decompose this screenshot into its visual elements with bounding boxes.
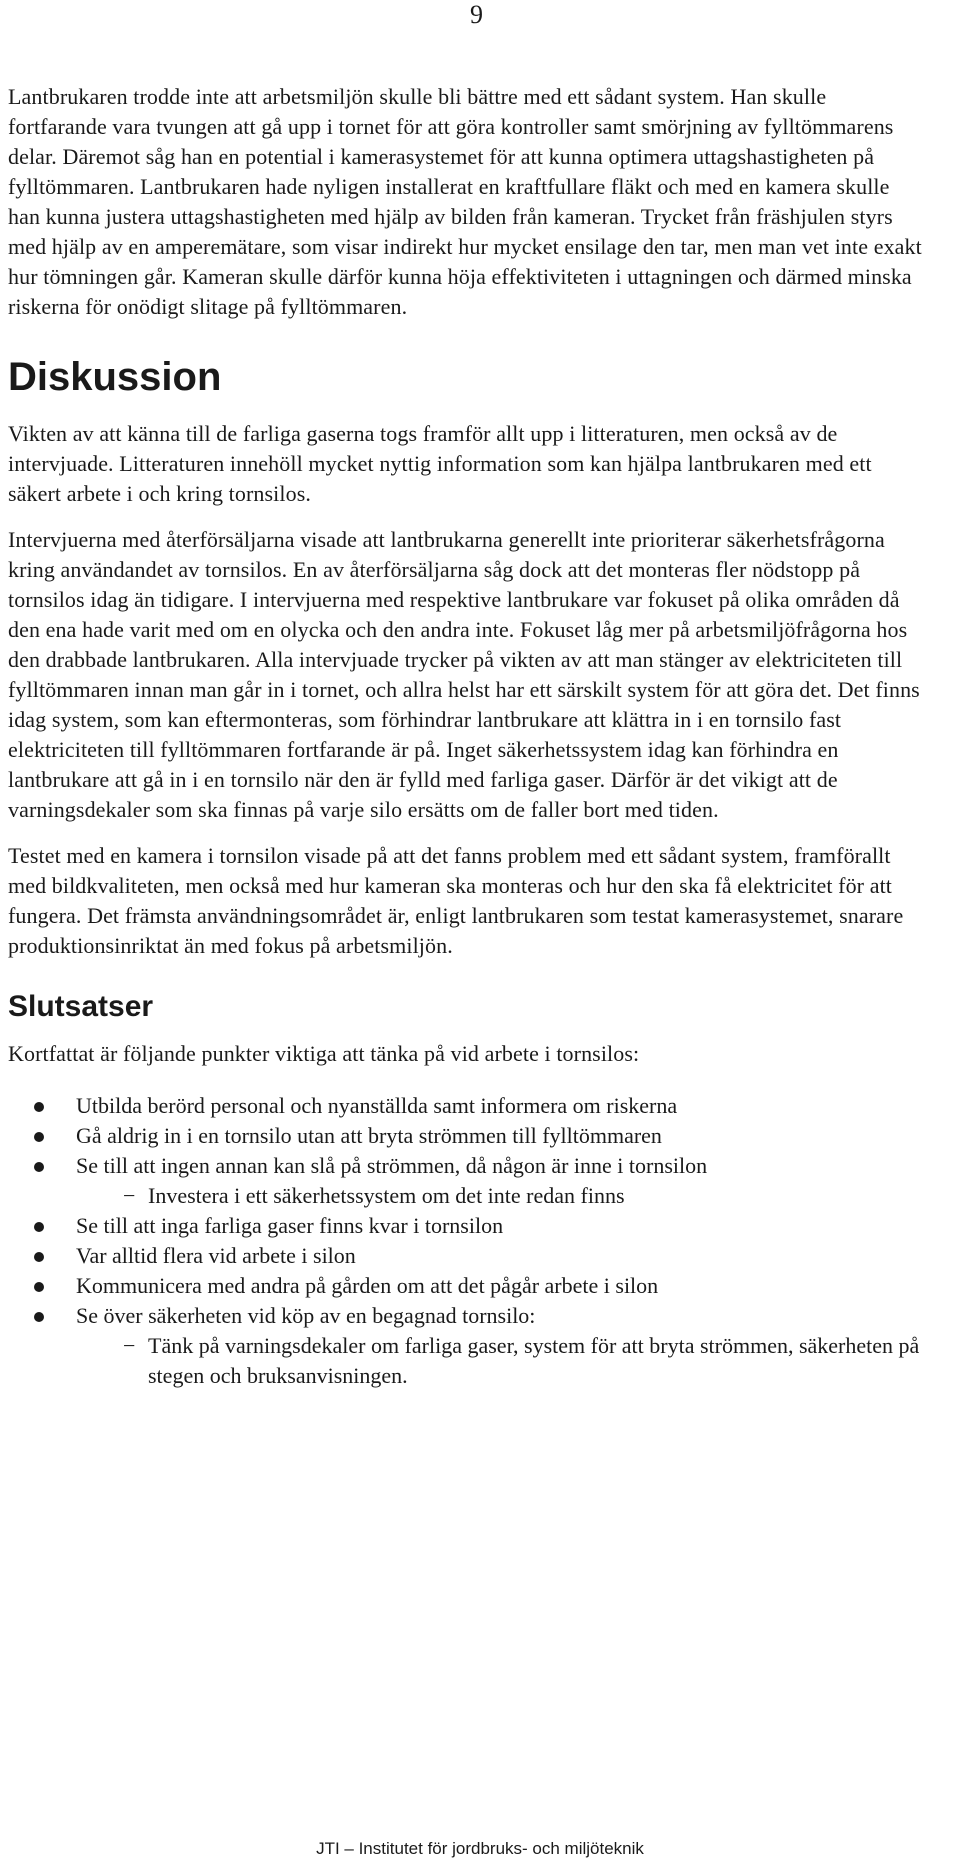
intro-paragraph: Lantbrukaren trodde inte att arbetsmiljön skulle bli bättre med ett sådant system. Han skulle fortfarande vara tvungen att gå upp i tornet för att göra kontroller samt smörjning av fylltömmarens delar. Däremot såg han en potential i kamerasystemet för att kunna optimera uttagshastigheten på fylltömmaren. Lantbrukaren hade nyligen installerat en kraftfullare fläkt och med en kamera skulle han kunna justera uttagshastigheten med hjälp av bilden från kameran. Trycket från fräshjulen styrs med hjälp av en amperemätare, som visar indirekt hur mycket ensilage den tar, men man vet inte exakt hur tömningen går. Kameran skulle därför kunna höja effektiviteten i uttagningen och därmed minska riskerna för onödigt slitage på fylltömmaren. bbox=[8, 84, 922, 319]
list-item-text: Kommunicera med andra på gården om att det pågår arbete i silon bbox=[76, 1273, 659, 1298]
conclusion-list bbox=[8, 1091, 926, 1391]
list-item bbox=[8, 1271, 926, 1301]
sub-list bbox=[76, 1331, 926, 1391]
sub-list-item-text: Investera i ett säkerhetssystem om det inte redan finns bbox=[148, 1183, 625, 1208]
dash-icon: − bbox=[123, 1333, 136, 1358]
bullet-icon bbox=[34, 1312, 44, 1322]
sub-list bbox=[76, 1181, 926, 1211]
diskussion-paragraph-1: Vikten av att känna till de farliga gaserna togs framför allt upp i litteraturen, men också av de intervjuade. Litteraturen innehöll mycket nyttig information som kan hjälpa lantbrukaren med ett säkert arbete i och kring tornsilos. bbox=[8, 421, 872, 506]
diskussion-paragraph-3: Testet med en kamera i tornsilon visade på att det fanns problem med ett sådant system, framförallt med bildkvaliteten, men också med hur kameran ska monteras och hur den ska få elektricitet för att fungera. Det främsta användningsområdet är, enligt lantbrukaren som testat kamerasystemet, snarare produktionsinriktat än med fokus på arbetsmiljön. bbox=[8, 843, 904, 958]
list-item-text: Var alltid flera vid arbete i silon bbox=[76, 1243, 356, 1268]
sub-list-item bbox=[76, 1331, 926, 1391]
bullet-icon bbox=[34, 1102, 44, 1112]
list-item bbox=[8, 1241, 926, 1271]
page-footer: JTI – Institutet för jordbruks- och miljöteknik bbox=[316, 1839, 644, 1858]
list-item bbox=[8, 1211, 926, 1241]
bullet-icon bbox=[34, 1252, 44, 1262]
dash-icon: − bbox=[123, 1183, 136, 1208]
list-item-text: Gå aldrig in i en tornsilo utan att bryta strömmen till fylltömmaren bbox=[76, 1123, 662, 1148]
page-content bbox=[8, 82, 926, 1391]
list-item bbox=[8, 1301, 926, 1391]
section-heading-slutsatser: Slutsatser bbox=[8, 990, 154, 1023]
list-item-text: Utbilda berörd personal och nyanställda samt informera om riskerna bbox=[76, 1093, 678, 1118]
slutsatser-intro: Kortfattat är följande punkter viktiga att tänka på vid arbete i tornsilos: bbox=[8, 1041, 640, 1066]
sub-list-item-text: Tänk på varningsdekaler om farliga gaser, system för att bryta strömmen, säkerheten på stegen och bruksanvisningen. bbox=[148, 1333, 920, 1388]
list-item bbox=[8, 1121, 926, 1151]
section-heading-diskussion: Diskussion bbox=[8, 355, 222, 399]
list-item bbox=[8, 1151, 926, 1211]
sub-list-item bbox=[76, 1181, 926, 1211]
page-number: 9 bbox=[470, 0, 483, 29]
diskussion-paragraph-2: Intervjuerna med återförsäljarna visade att lantbrukarna generellt inte prioriterar säkerhetsfrågorna kring användandet av tornsilos. En av återförsäljarna såg dock att det monteras fler nödstopp på tornsilos idag än tidigare. I intervjuerna med respektive lantbrukare var fokuset på olika områden då den ena hade varit med om en olycka och den andra inte. Fokuset låg mer på arbetsmiljöfrågorna hos den drabbade lantbrukaren. Alla intervjuade trycker på vikten av att man stänger av elektriciteten till fylltömmaren innan man går in i tornet, och allra helst har ett särskilt system för att göra det. Det finns idag system, som kan eftermonteras, som förhindrar lantbrukare att klättra in i en tornsilo fast elektriciteten till fylltömmaren fortfarande är på. Inget säkerhetssystem idag kan förhindra en lantbrukare att gå in i en tornsilo när den är fylld med farliga gaser. Därför är det vikigt att de varningsdekaler som ska finnas på varje silo ersätts om de faller bort med tiden. bbox=[8, 527, 920, 822]
list-item-text: Se till att ingen annan kan slå på strömmen, då någon är inne i tornsilon bbox=[76, 1153, 708, 1178]
bullet-icon bbox=[34, 1162, 44, 1172]
bullet-icon bbox=[34, 1132, 44, 1142]
list-item-text: Se till att inga farliga gaser finns kvar i tornsilon bbox=[76, 1213, 504, 1238]
list-item-text: Se över säkerheten vid köp av en begagnad tornsilo: bbox=[76, 1303, 536, 1328]
list-item bbox=[8, 1091, 926, 1121]
bullet-icon bbox=[34, 1282, 44, 1292]
bullet-icon bbox=[34, 1222, 44, 1232]
